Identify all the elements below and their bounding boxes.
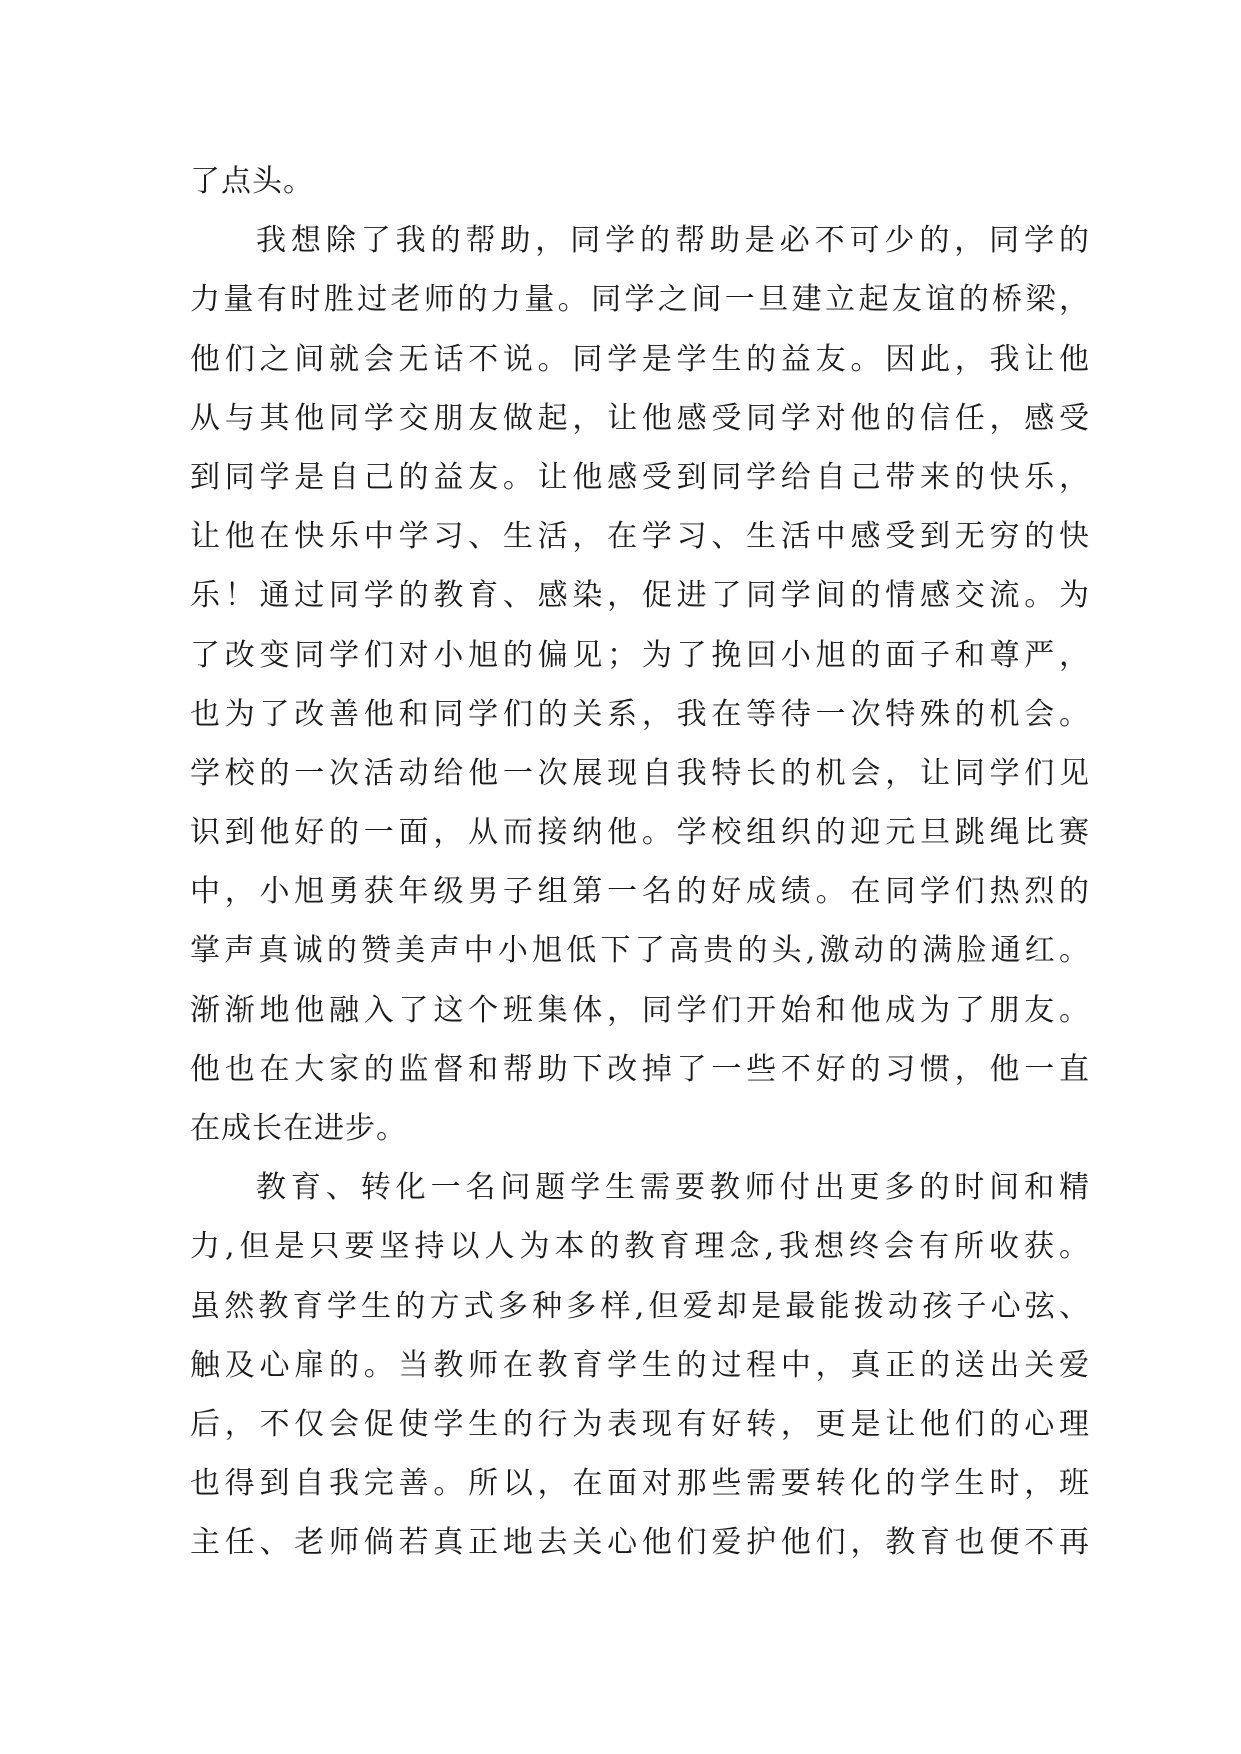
body-text xyxy=(190,152,1090,1573)
text-line: 学校的一次活动给他一次展现自我特长的机会，让同学们见 xyxy=(190,755,1090,791)
text-line: 掌声真诚的赞美声中小旭低下了高贵的头,激动的满脸通红。 xyxy=(190,933,1090,969)
text-line: 了改变同学们对小旭的偏见；为了挽回小旭的面子和尊严， xyxy=(190,637,1090,673)
text-line: 力量有时胜过老师的力量。同学之间一旦建立起友谊的桥梁， xyxy=(190,282,1090,318)
text-line: 让他在快乐中学习、生活，在学习、生活中感受到无穷的快 xyxy=(190,519,1090,555)
text-line: 主任、老师倘若真正地去关心他们爱护他们，教育也便不再 xyxy=(190,1525,1090,1561)
text-line: 中，小旭勇获年级男子组第一名的好成绩。在同学们热烈的 xyxy=(190,874,1090,910)
text-line: 到同学是自己的益友。让他感受到同学给自己带来的快乐， xyxy=(190,459,1090,495)
text-line: 乐！通过同学的教育、感染，促进了同学间的情感交流。为 xyxy=(190,578,1090,614)
text-line: 了点头。 xyxy=(190,164,314,199)
text-line: 也为了改善他和同学们的关系，我在等待一次特殊的机会。 xyxy=(190,696,1090,732)
text-line: 从与其他同学交朋友做起，让他感受同学对他的信任，感受 xyxy=(190,400,1090,436)
text-line: 力,但是只要坚持以人为本的教育理念,我想终会有所收获。 xyxy=(190,1229,1090,1265)
text-line: 他们之间就会无话不说。同学是学生的益友。因此，我让他 xyxy=(190,341,1090,377)
text-line: 也得到自我完善。所以，在面对那些需要转化的学生时，班 xyxy=(190,1466,1090,1502)
text-line: 他也在大家的监督和帮助下改掉了一些不好的习惯，他一直 xyxy=(190,1051,1090,1087)
text-line: 识到他好的一面，从而接纳他。学校组织的迎元旦跳绳比赛 xyxy=(190,815,1090,851)
paragraph-first-line: 教育、转化一名问题学生需要教师付出更多的时间和精 xyxy=(256,1170,1090,1206)
text-line: 触及心扉的。当教师在教育学生的过程中，真正的送出关爱 xyxy=(190,1347,1090,1383)
text-line: 渐渐地他融入了这个班集体，同学们开始和他成为了朋友。 xyxy=(190,992,1090,1028)
text-line: 虽然教育学生的方式多种多样,但爱却是最能拨动孩子心弦、 xyxy=(190,1288,1090,1324)
text-line: 在成长在进步。 xyxy=(190,1111,407,1146)
paragraph-first-line: 我想除了我的帮助，同学的帮助是必不可少的，同学的 xyxy=(256,223,1090,259)
text-line: 后，不仅会促使学生的行为表现有好转，更是让他们的心理 xyxy=(190,1406,1090,1442)
